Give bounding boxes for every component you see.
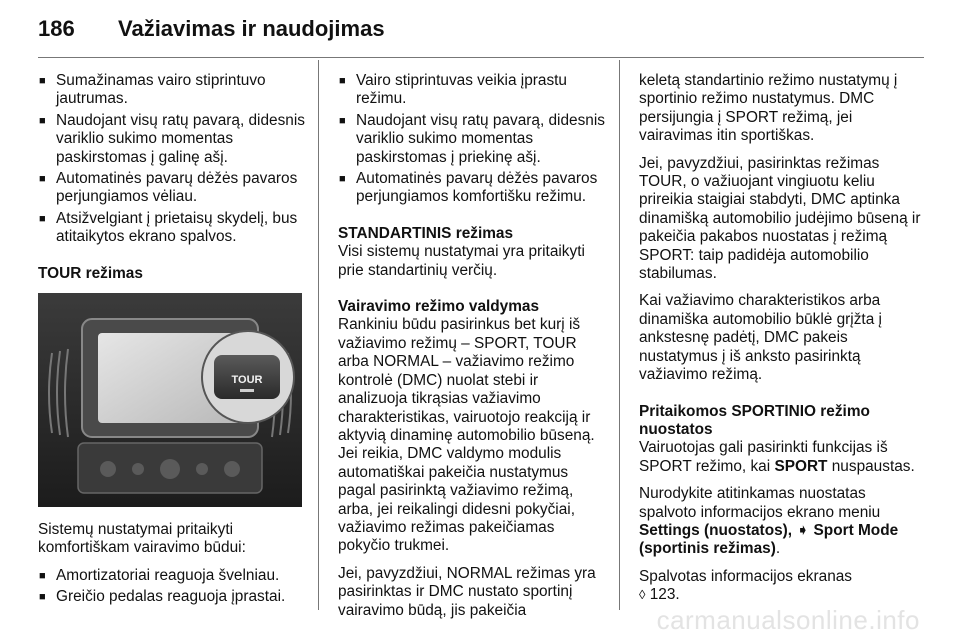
page-reference-icon: ◊ <box>639 587 646 603</box>
display-reference: Spalvotas informacijos ekranas ◊ 123. <box>639 567 853 604</box>
control-text: Rankiniu būdu pasirinkus bet kurį iš važiavimo režimų – SPORT, TOUR arba NORMAL – važiavimo režimo kontrolė (DMC) nuolat stebi ir analizuoja tikrąsias važiavimo charakteristikas, vairuotojo reakciją ir aktyvią dinaminę automobilio būseną. Jei reikia, DMC valdymo modulis automatiškai pakeičia nustatymus pagal pasirinktą važiavimo režimą, arba, jei reikalingi didesni pokyčiai, važiavimo režimas pakeičiamas pokyčio trukmei. <box>338 316 595 555</box>
paragraph: Jei, pavyzdžiui, pasirinktas režimas TOUR, o važiuojant vingiuotu keliu prireikia staigiai stabdyti, DMC aptinka dinamišką automobilio judėjimo būseną ir pakeičia pakabos nuostatas į režimą SPORT: taip padidėja automobilio stabilumas. <box>639 154 921 283</box>
column-divider-1 <box>318 60 319 610</box>
watermark: carmanualsonline.info <box>656 605 920 635</box>
settings-text: Nurodykite atitinkamas nuostatas spalvoto informacijos ekrano meniu Settings (nuostatos), ➧ Sport Mode (sportinis režimas). <box>639 485 899 558</box>
list-item: ■ Vairo stiprintuvas veikia įprastu režimu. <box>338 72 608 109</box>
control-heading: Vairavimo režimo valdymas <box>338 298 540 316</box>
page-title: Važiavimas ir naudojimas <box>118 16 385 41</box>
page-number: 186 <box>38 16 75 41</box>
tour-effects-list <box>38 72 308 247</box>
column-2 <box>338 72 608 629</box>
tour-effects-list-continued <box>338 72 608 207</box>
list-item: ■ Atsižvelgiant į prietaisų skydelį, bus atitaikytos ekrano spalvos. <box>38 210 308 247</box>
standard-text: Visi sistemų nustatymai yra pritaikyti prie standartinių verčių. <box>338 243 585 279</box>
paragraph: Kai važiavimo charakteristikos arba dinamiška automobilio būklė grįžta į ankstesnę padėtį, DMC pakeis nustatymus į iš anksto pasirinktą važiavimo režimą. <box>639 292 882 384</box>
tour-button-photo <box>38 293 302 507</box>
header-rule <box>38 57 924 58</box>
sport-mode-menu-item: Sport Mode (sportinis režimas) <box>639 521 899 558</box>
list-item: ■ Naudojant visų ratų pavarą, didesnis variklio sukimo momentas paskirstomas į priekinę ašį. <box>338 112 608 167</box>
list-item: ■ Sumažinamas vairo stiprintuvo jautrumas. <box>38 72 308 109</box>
page-reference[interactable]: 123. <box>649 586 680 604</box>
column-divider-2 <box>619 60 620 610</box>
sport-text: Vairuotojas gali pasirinkti funkcijas iš SPORT režimo, kai SPORT nuspaustas. <box>639 439 915 475</box>
tour-heading: TOUR režimas <box>38 264 143 282</box>
settings-menu-item: Settings (nuostatos) <box>639 521 788 539</box>
list-item: ■ Naudojant visų ratų pavarą, didesnis variklio sukimo momentas paskirstomas į galinę ašį. <box>38 112 308 167</box>
normal-example-text: Jei, pavyzdžiui, NORMAL režimas yra pasirinktas ir DMC nustato sportinį vairavimo būdą, jis pakeičia <box>338 564 596 619</box>
column-3 <box>639 72 924 614</box>
comfort-intro: Sistemų nustatymai pritaikyti komfortiškam vairavimo būdui: <box>38 521 246 557</box>
list-item: ■ Automatinės pavarų dėžės pavaros perjungiamos vėliau. <box>38 170 308 207</box>
column-1 <box>38 72 308 616</box>
arrow-icon: ➧ <box>796 521 810 539</box>
list-item: ■ Amortizatoriai reaguoja švelniau. <box>38 567 308 585</box>
list-item: ■ Greičio pedalas reaguoja įprastai. <box>38 588 308 606</box>
tour-button-label: TOUR <box>231 374 263 387</box>
paragraph: keletą standartinio režimo nustatymų į sportinio režimo nustatymus. DMC persijungia į SPORT režimą, jei vairavimas itin sportiškas. <box>639 72 898 145</box>
standard-heading: STANDARTINIS režimas <box>338 224 514 242</box>
comfort-effects-list <box>38 567 308 607</box>
list-item: ■ Automatinės pavarų dėžės pavaros perjungiamos komfortišku režimu. <box>338 170 608 207</box>
sport-heading: Pritaikomos SPORTINIO režimo nuostatos <box>639 402 870 438</box>
